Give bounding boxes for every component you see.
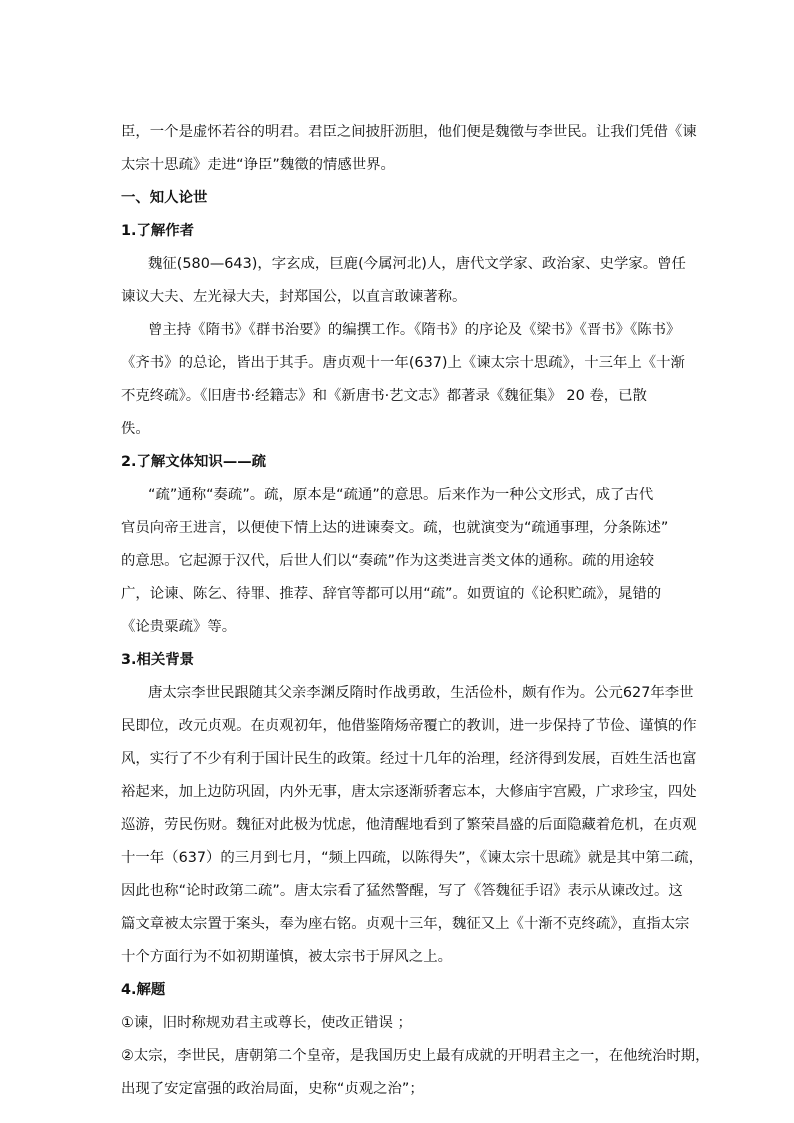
paragraph-line: 广，论谏、陈乞、待罪、推荐、辞官等都可以用“疏”。如贾谊的《论积贮疏》，晁错的 xyxy=(121,586,662,602)
paragraph-line: 《论贵粟疏》等。 xyxy=(121,619,237,635)
subsection-heading: 4.解题 xyxy=(121,982,166,998)
paragraph-line: 篇文章被太宗置于案头，奉为座右铭。贞观十三年，魏征又上《十渐不克终疏》，直指太宗 xyxy=(121,916,690,932)
paragraph-line: 十一年（637）的三月到七月，“频上四疏，以陈得失”，《谏太宗十思疏》就是其中第二疏， xyxy=(121,850,704,866)
paragraph-line: 因此也称“论时政第二疏”。唐太宗看了猛然警醒，写了《答魏征手诏》表示从谏改过。这 xyxy=(121,883,683,899)
paragraph-line: 臣，一个是虚怀若谷的明君。君臣之间披肝沥胆，他们便是魏徵与李世民。让我们凭借《谏 xyxy=(121,124,697,140)
paragraph-line: 谏议大夫、左光禄大夫，封郑国公，以直言敢谏著称。 xyxy=(121,289,467,305)
paragraph-line: 裕起来，加上边防巩固，内外无事，唐太宗逐渐骄奢忘本，大修庙宇宫殿，广求珍宝，四处 xyxy=(121,784,697,800)
subsection-heading: 1.了解作者 xyxy=(121,223,195,239)
list-item: ②太宗，李世民，唐朝第二个皇帝，是我国历史上最有成就的开明君主之一，在他统治时期， xyxy=(121,1048,710,1064)
list-item: 出现了安定富强的政治局面，史称“贞观之治”； xyxy=(121,1081,424,1097)
paragraph-line: 的意思。它起源于汉代，后世人们以“奏疏”作为这类进言类文体的通称。疏的用途较 xyxy=(121,553,654,569)
paragraph-line: 魏征(580—643)，字玄成，巨鹿(今属河北)人，唐代文学家、政治家、史学家。曾任 xyxy=(148,256,686,272)
section-heading: 一、知人论世 xyxy=(121,190,208,206)
paragraph-line: 太宗十思疏》走进“诤臣”魏徵的情感世界。 xyxy=(121,157,395,173)
subsection-heading: 3.相关背景 xyxy=(121,652,195,668)
paragraph-line: 《齐书》的总论，皆出于其手。唐贞观十一年(637)上《谏太宗十思疏》，十三年上《十渐 xyxy=(121,355,685,371)
paragraph-line: “疏”通称“奏疏”。疏，原本是“疏通”的意思。后来作为一种公文形式，成了古代 xyxy=(148,487,654,503)
list-item: ①谏，旧时称规劝君主或尊长，使改正错误 ； xyxy=(121,1015,412,1031)
paragraph-line: 曾主持《隋书》《群书治要》的编撰工作。《隋书》的序论及《梁书》《晋书》《陈书》 xyxy=(148,322,681,338)
paragraph-line: 风，实行了不少有利于国计民生的政策。经过十几年的治理，经济得到发展，百姓生活也富 xyxy=(121,751,697,767)
paragraph-line: 民即位，改元贞观。在贞观初年，他借鉴隋炀帝覆亡的教训，进一步保持了节俭、谨慎的作 xyxy=(121,718,697,734)
subsection-heading: 2.了解文体知识——疏 xyxy=(121,454,266,470)
paragraph-line: 十个方面行为不如初期谨慎，被太宗书于屏风之上。 xyxy=(121,949,452,965)
paragraph-line: 唐太宗李世民跟随其父亲李渊反隋时作战勇敢，生活俭朴，颇有作为。公元627年李世 xyxy=(148,685,694,701)
paragraph-line: 巡游，劳民伤财。魏征对此极为忧虑，他清醒地看到了繁荣昌盛的后面隐藏着危机，在贞观 xyxy=(121,817,697,833)
paragraph-line: 官员向帝王进言，以便使下情上达的进谏奏文。疏，也就演变为“疏通事理，分条陈述” xyxy=(121,520,669,536)
paragraph-line: 佚。 xyxy=(121,421,150,437)
paragraph-line: 不克终疏》。《旧唐书·经籍志》和《新唐书·艺文志》都著录《魏征集》 20 卷，已散 xyxy=(121,388,647,404)
